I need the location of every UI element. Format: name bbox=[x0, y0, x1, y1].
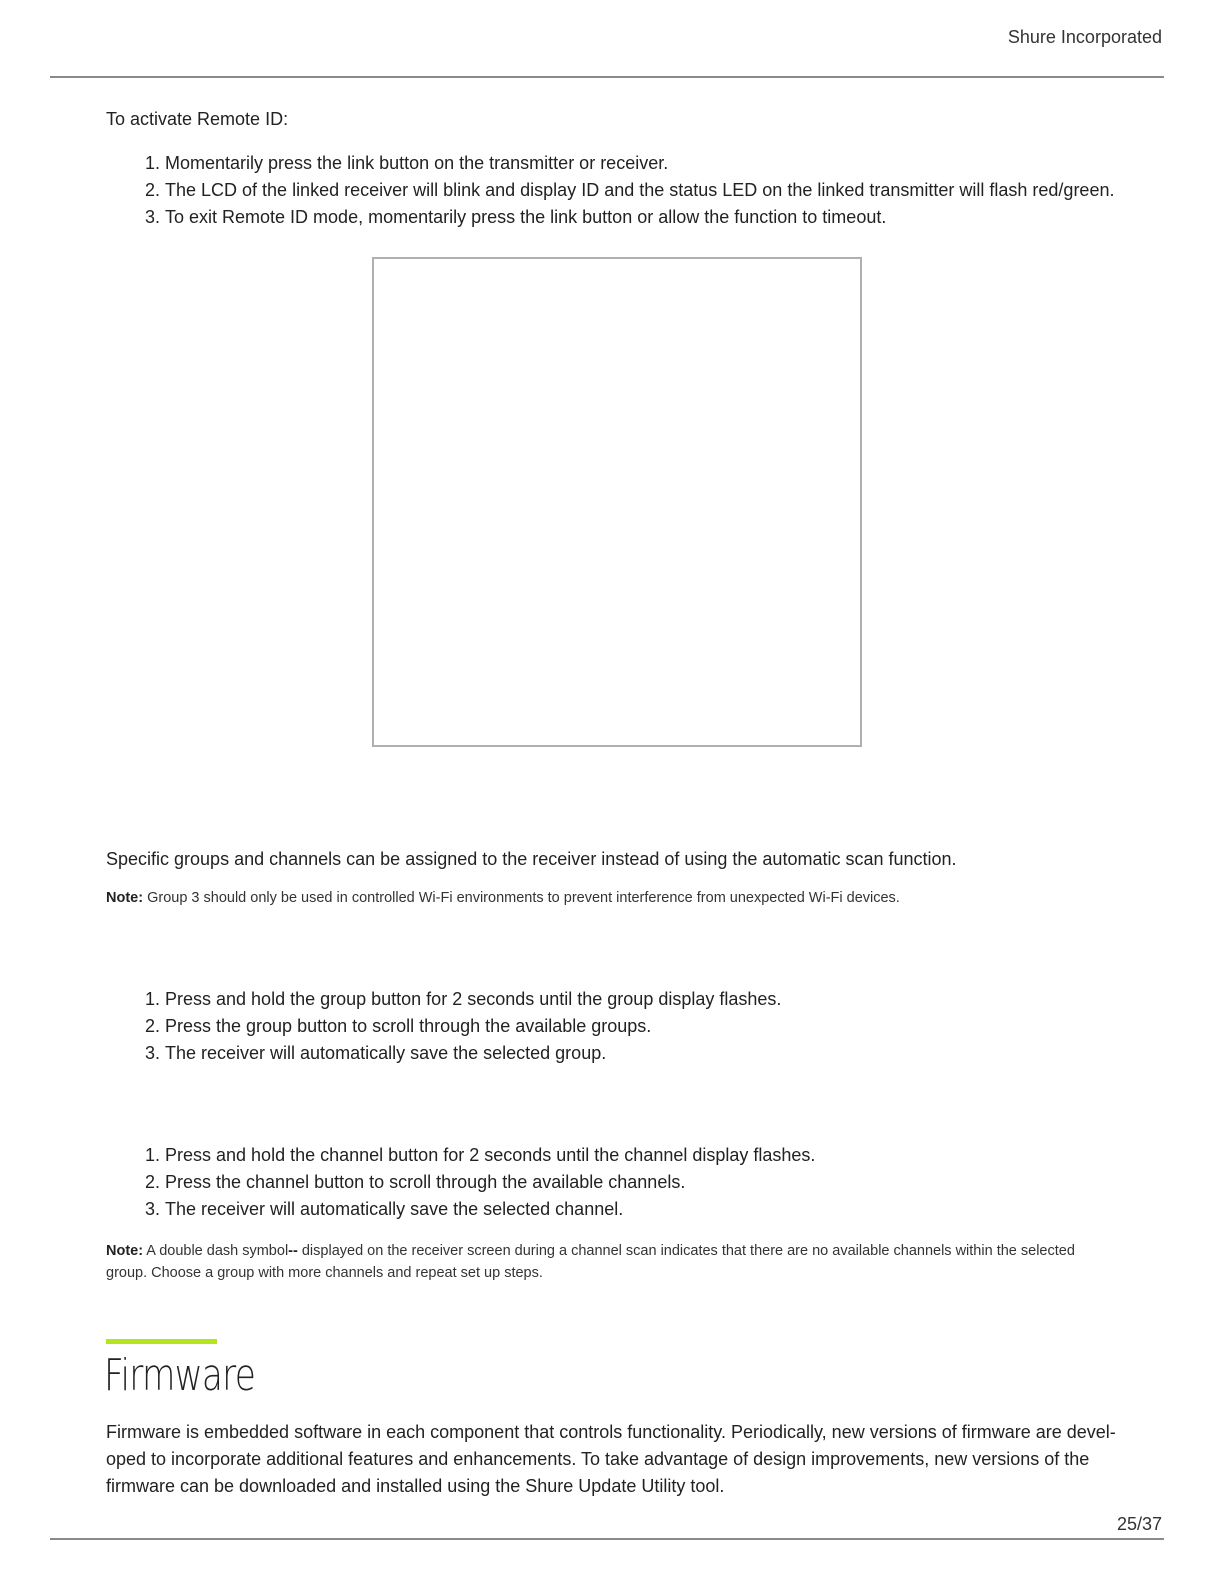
list-item: 3. To exit Remote ID mode, momentarily press the link button or allow the function to timeout. bbox=[165, 204, 1114, 231]
list-item: 2. Press the channel button to scroll through the available channels. bbox=[165, 1169, 815, 1196]
group-steps bbox=[106, 986, 781, 1067]
list-item: 1. Press and hold the channel button for 2 seconds until the channel display flashes. bbox=[165, 1142, 815, 1169]
note-label: Note: bbox=[106, 890, 144, 906]
note-text: Group 3 should only be used in controlled Wi-Fi environments to prevent interference from unexpected Wi-Fi devices. bbox=[143, 890, 900, 906]
list-item: 2. Press the group button to scroll through the available groups. bbox=[165, 1013, 781, 1040]
channel-steps bbox=[106, 1142, 815, 1223]
list-item: 1. Momentarily press the link button on the transmitter or receiver. bbox=[165, 150, 1114, 177]
note-text-a: A double dash symbol bbox=[143, 1243, 289, 1259]
note-text-b: displayed on the receiver screen during a channel scan indicates that there are no available channels within the selected group. Choose a group with more channels and repeat set up steps. bbox=[106, 1243, 1075, 1281]
list-item: 1. Press and hold the group button for 2 seconds until the group display flashes. bbox=[165, 986, 781, 1013]
header-company: Shure Incorporated bbox=[1007, 27, 1162, 47]
figure-image-placeholder bbox=[372, 257, 862, 747]
page-number: 25/37 bbox=[1116, 1514, 1162, 1534]
list-item: 2. The LCD of the linked receiver will blink and display ID and the status LED on the linked transmitter will flash red/green. bbox=[165, 177, 1114, 204]
groups-channels-intro: Specific groups and channels can be assigned to the receiver instead of using the automatic scan function. bbox=[106, 849, 957, 869]
list-item: 3. The receiver will automatically save the selected group. bbox=[165, 1040, 781, 1067]
group-3-note bbox=[106, 887, 1116, 909]
note-label: Note: bbox=[106, 1243, 144, 1259]
remote-id-steps bbox=[106, 150, 1114, 231]
double-dash-note bbox=[106, 1240, 1116, 1284]
header-divider bbox=[50, 76, 1164, 78]
remote-id-intro: To activate Remote ID: bbox=[106, 109, 289, 129]
firmware-body: Firmware is embedded software in each component that controls functionality. Periodically, new versions of firmware are developed to incorporate additional features and enhancements. To take advantage of design improvements, new versions of the firmware can be downloaded and installed using the Shure Update Utility tool. bbox=[106, 1422, 1116, 1496]
section-accent-bar bbox=[106, 1339, 217, 1344]
list-item: 3. The receiver will automatically save the selected channel. bbox=[165, 1196, 815, 1223]
footer-divider bbox=[50, 1538, 1164, 1540]
section-title-firmware: Firmware bbox=[104, 1350, 256, 1401]
double-dash-symbol: -- bbox=[288, 1243, 298, 1259]
